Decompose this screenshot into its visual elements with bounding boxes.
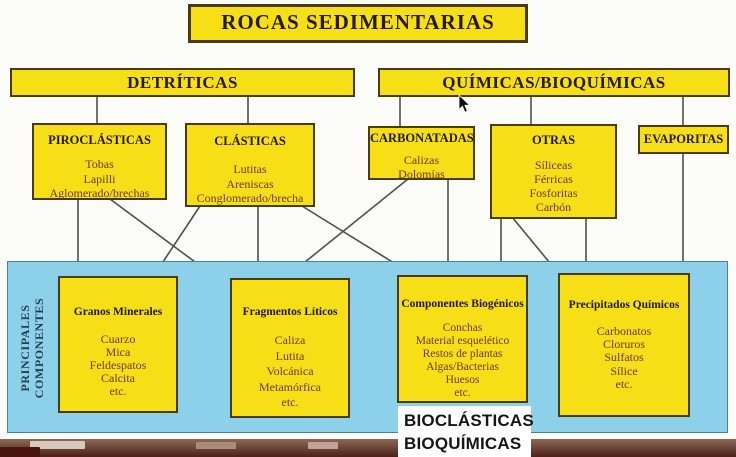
node-label: CLÁSTICAS xyxy=(214,134,286,148)
diagram-title: ROCAS SEDIMENTARIAS xyxy=(188,4,528,43)
node-items xyxy=(399,322,526,400)
node-items xyxy=(60,333,176,398)
node-quimicas-bioquimicas: QUÍMICAS/BIOQUÍMICAS xyxy=(378,68,730,97)
node-items xyxy=(370,153,473,181)
item: Tobas xyxy=(85,157,114,171)
overlay-line: BIOCLÁSTICAS xyxy=(404,411,534,430)
node-label: PIROCLÁSTICAS xyxy=(48,133,151,147)
strip-shadow xyxy=(0,447,40,457)
item: Mica xyxy=(105,345,131,359)
node-label: Fragmentos Líticos xyxy=(242,306,338,318)
node-label: Componentes Biogénicos xyxy=(401,298,524,310)
item: etc. xyxy=(615,376,633,391)
node-items xyxy=(187,162,313,206)
band-label-principales-componentes xyxy=(18,268,48,428)
item: Feldespatos xyxy=(89,358,147,372)
item: Lutita xyxy=(275,348,305,363)
item: Férricas xyxy=(534,172,573,186)
item: Carbonatos xyxy=(596,324,652,338)
node-detriticas: DETRÍTICAS xyxy=(10,68,355,97)
bottom-edge-strip xyxy=(0,439,736,457)
item: Areniscas xyxy=(226,176,274,191)
node-granos-minerales xyxy=(58,276,178,413)
item: etc. xyxy=(109,384,127,398)
item: Lutitas xyxy=(233,162,267,176)
item: Sílice xyxy=(610,363,638,378)
node-precipitados-quimicos xyxy=(558,273,690,417)
node-otras xyxy=(490,124,617,219)
item: Lapilli xyxy=(83,171,116,186)
item: Aglomerado/brechas xyxy=(49,186,150,200)
item: Calcita xyxy=(101,371,135,385)
node-label: OTRAS xyxy=(531,133,576,147)
item: Volcánica xyxy=(266,364,314,378)
item: etc. xyxy=(454,387,471,399)
item: Algas/Bacterias xyxy=(426,361,499,373)
item: Sulfatos xyxy=(604,350,644,365)
overlay-bioclasticas-bioquimicas xyxy=(398,406,534,457)
strip-highlight xyxy=(308,442,338,449)
item: Fosforitas xyxy=(529,186,578,200)
node-label: Granos Minerales xyxy=(73,306,163,318)
item: Conchas xyxy=(442,322,483,334)
node-evaporitas: EVAPORITAS xyxy=(638,125,729,154)
item: Calizas xyxy=(403,153,440,167)
node-fragmentos-liticos xyxy=(230,278,350,418)
mouse-cursor-icon xyxy=(458,95,474,115)
item: Carbón xyxy=(535,200,572,214)
strip-highlight xyxy=(196,442,236,449)
node-componentes-biogenicos xyxy=(397,275,528,403)
item: Material esquelético xyxy=(415,335,510,347)
item: Cloruros xyxy=(603,337,645,352)
node-label: CARBONATADAS xyxy=(370,131,474,145)
band-label-line: COMPONENTES xyxy=(32,297,46,399)
item: Dolomías xyxy=(398,167,445,181)
node-label: Precipitados Químicos xyxy=(568,299,680,311)
item: Conglomerado/brecha xyxy=(196,191,304,205)
item: Caliza xyxy=(274,333,306,347)
item: Metamórfica xyxy=(259,379,321,394)
overlay-line: BIOQUÍMICAS xyxy=(404,434,522,453)
node-items xyxy=(34,157,165,201)
node-carbonatadas xyxy=(368,126,475,180)
band-label-line: PRINCIPALES xyxy=(18,304,32,392)
item: Síliceas xyxy=(534,158,573,172)
node-piroclasticas xyxy=(32,123,167,200)
item: Cuarzo xyxy=(100,332,136,346)
node-clasticas xyxy=(185,123,315,207)
item: etc. xyxy=(281,395,299,409)
item: Huesos xyxy=(445,374,480,386)
node-items xyxy=(492,158,615,214)
node-items xyxy=(232,333,348,411)
node-items xyxy=(560,325,688,391)
item: Restos de plantas xyxy=(422,348,503,360)
